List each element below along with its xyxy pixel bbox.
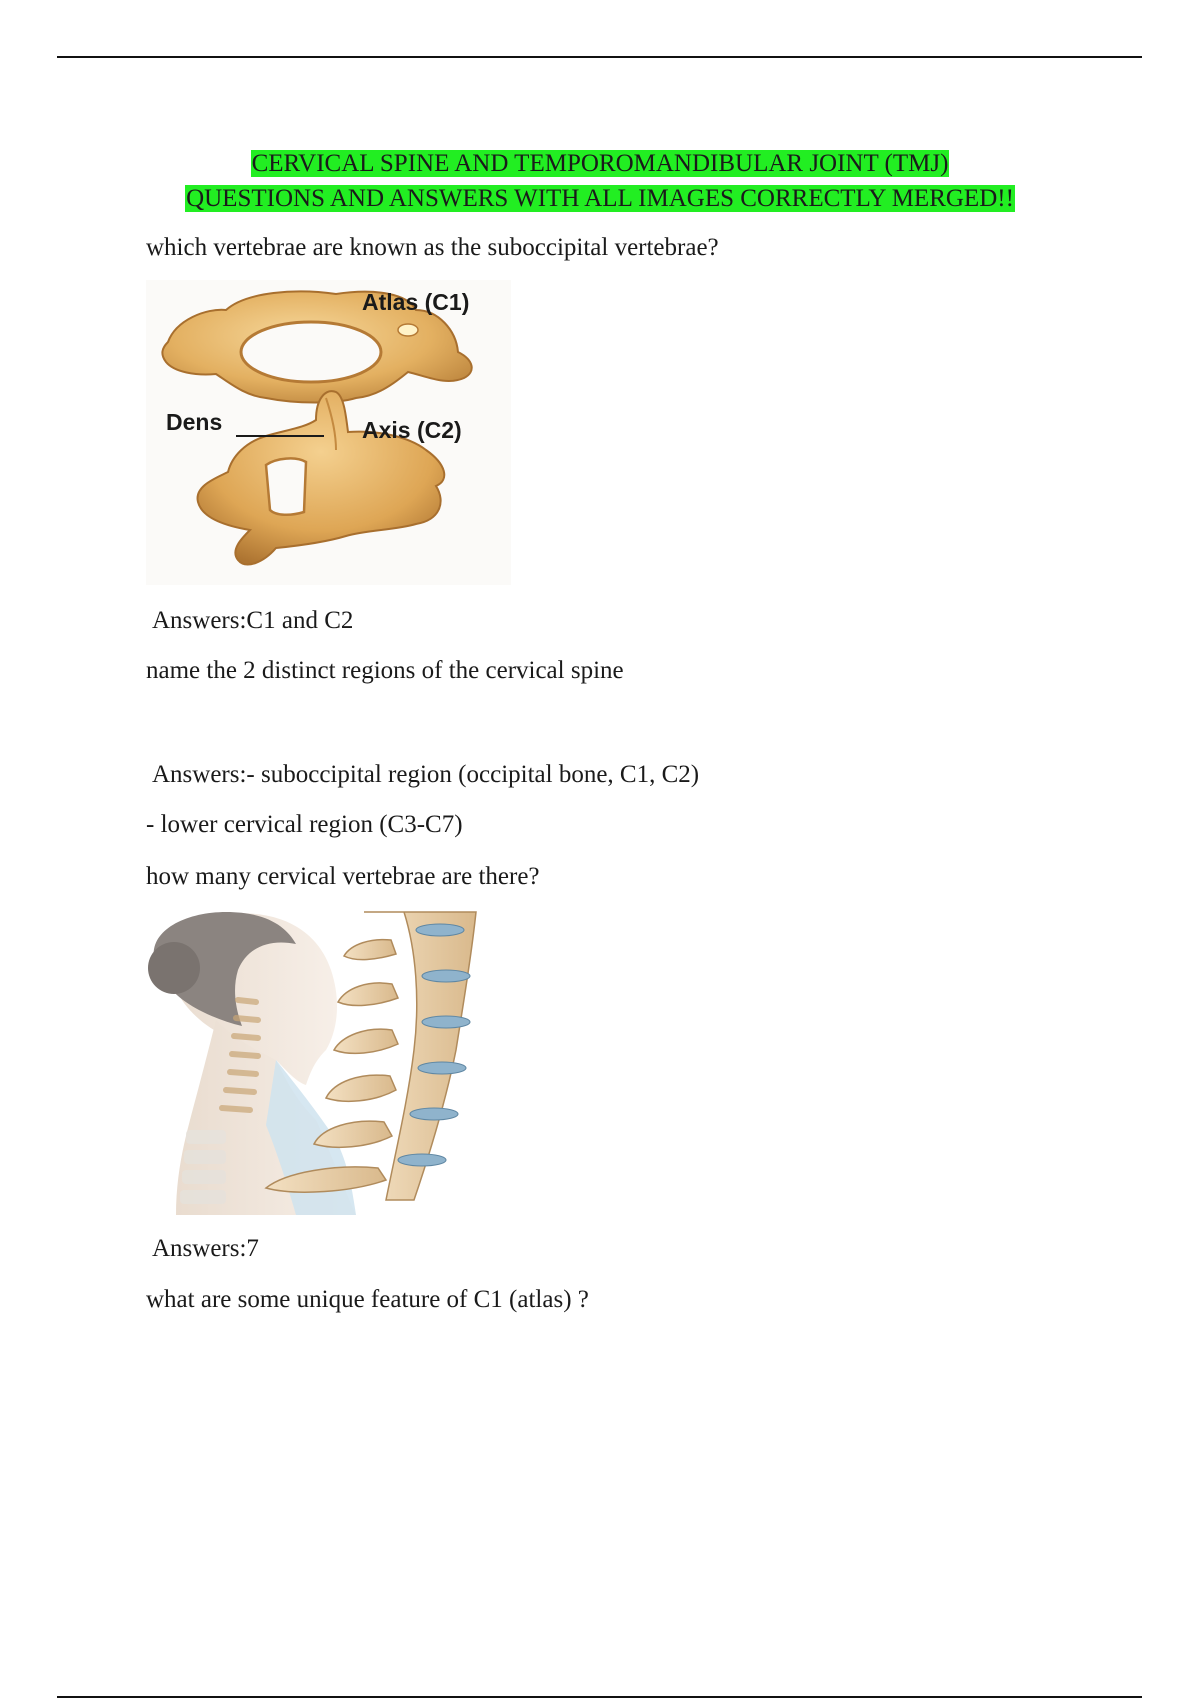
answer-2: Answers:- suboccipital region (occipital bone, C1, C2) (152, 761, 700, 788)
atlas-label: Atlas (C1) (362, 289, 470, 315)
title-line-1: CERVICAL SPINE AND TEMPOROMANDIBULAR JOINT (TMJ) (251, 150, 949, 177)
axis-label: Axis (C2) (362, 417, 462, 443)
answer-2-line-2: - lower cervical region (C3-C7) (146, 811, 463, 838)
cervical-spine-figure (146, 910, 496, 1215)
answer-3: Answers:7 (152, 1235, 259, 1262)
answer-1: Answers:C1 and C2 (152, 607, 354, 634)
question-1: which vertebrae are known as the suboccipital vertebrae? (146, 234, 719, 261)
dens-label: Dens (166, 409, 223, 435)
atlas-axis-figure (146, 280, 511, 585)
footer-rule (57, 1696, 1142, 1698)
question-2: name the 2 distinct regions of the cervical spine (146, 657, 624, 684)
header-rule (57, 56, 1142, 58)
question-3: how many cervical vertebrae are there? (146, 863, 540, 890)
question-4: what are some unique feature of C1 (atlas) ? (146, 1286, 589, 1313)
title-line-2: QUESTIONS AND ANSWERS WITH ALL IMAGES CORRECTLY MERGED!! (186, 185, 1014, 212)
document-title (0, 146, 1200, 216)
